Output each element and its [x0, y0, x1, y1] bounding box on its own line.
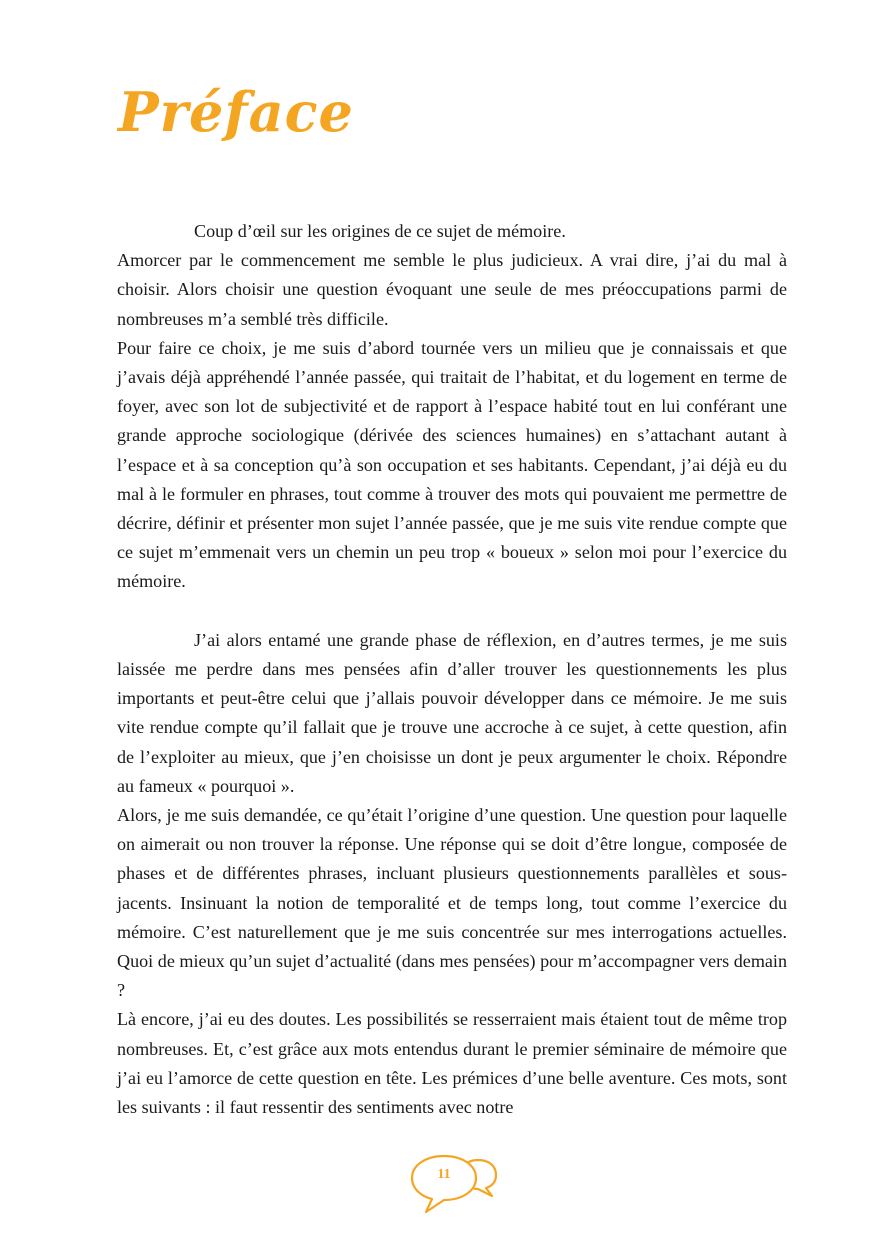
page-title: Préface	[118, 80, 354, 144]
paragraph: Alors, je me suis demandée, ce qu’était l’origine d’une question. Une question pour laquelle on aimerait ou non trouver la réponse. Une réponse qui se doit d’être longue, composée de phases et de différentes phrases, incluant plusieurs questionnements parallèles et sous-jacents. Insinuant la notion de temporalité et de temps long, tout comme l’exercice du mémoire. C’est naturellement que je me suis concentrée sur mes interrogations actuelles. Quoi de mieux qu’un sujet d’actualité (dans mes pensées) pour m’accompagner vers demain ?	[117, 805, 787, 1001]
paragraph: Là encore, j’ai eu des doutes. Les possibilités se resserraient mais étaient tout de même trop nombreuses. Et, c’est grâce aux mots entendus durant le premier séminaire de mémoire que j’ai eu l’amorce de cette question en tête. Les prémices d’une belle aventure. Ces mots, sont les suivants : il faut ressentir des sentiments avec notre	[117, 1009, 787, 1118]
paragraph-intro: Coup d’œil sur les origines de ce sujet de mémoire.	[194, 221, 566, 241]
page-number-badge	[408, 1150, 500, 1216]
page-number: 11	[437, 1167, 451, 1182]
paragraph: Pour faire ce choix, je me suis d’abord tournée vers un milieu que je connaissais et que j’avais déjà appréhendé l’année passée, qui traitait de l’habitat, et du logement en terme de foyer, avec son lot de subjectivité et de rapport à l’espace habité tout en lui conférant une grande approche sociologique (dérivée des sciences humaines) en s’attachant autant à l’espace et à sa conception qu’à son occupation et ses habitants. Cependant, j’ai déjà eu du mal à le formuler en phrases, tout comme à trouver des mots qui pouvaient me permettre de décrire, définir et présenter mon sujet l’année passée, que je me suis vite rendue compte que ce sujet m’emmenait vers un chemin un peu trop « boueux » selon moi pour l’exercice du mémoire.	[117, 337, 787, 592]
front-bubble	[412, 1156, 476, 1212]
speech-bubbles-icon	[408, 1150, 500, 1216]
paragraph: Amorcer par le commencement me semble le plus judicieux. A vrai dire, j’ai du mal à choisir. Alors choisir une question évoquant une seule de mes préoccupations parmi de nombreuses m’a semblé très difficile.	[117, 250, 787, 329]
paragraph: J’ai alors entamé une grande phase de réflexion, en d’autres termes, je me suis laissée me perdre dans mes pensées afin d’aller trouver les questionnements les plus importants et peut-être celui que j’allais pouvoir développer dans ce mémoire. Je me suis vite rendue compte qu’il fallait que je trouve une accroche à ce sujet, à cette question, afin de l’exploiter au mieux, que j’en choisisse un dont je peux argumenter le choix. Répondre au fameux « pourquoi ».	[117, 629, 787, 796]
body-text	[117, 217, 787, 1122]
